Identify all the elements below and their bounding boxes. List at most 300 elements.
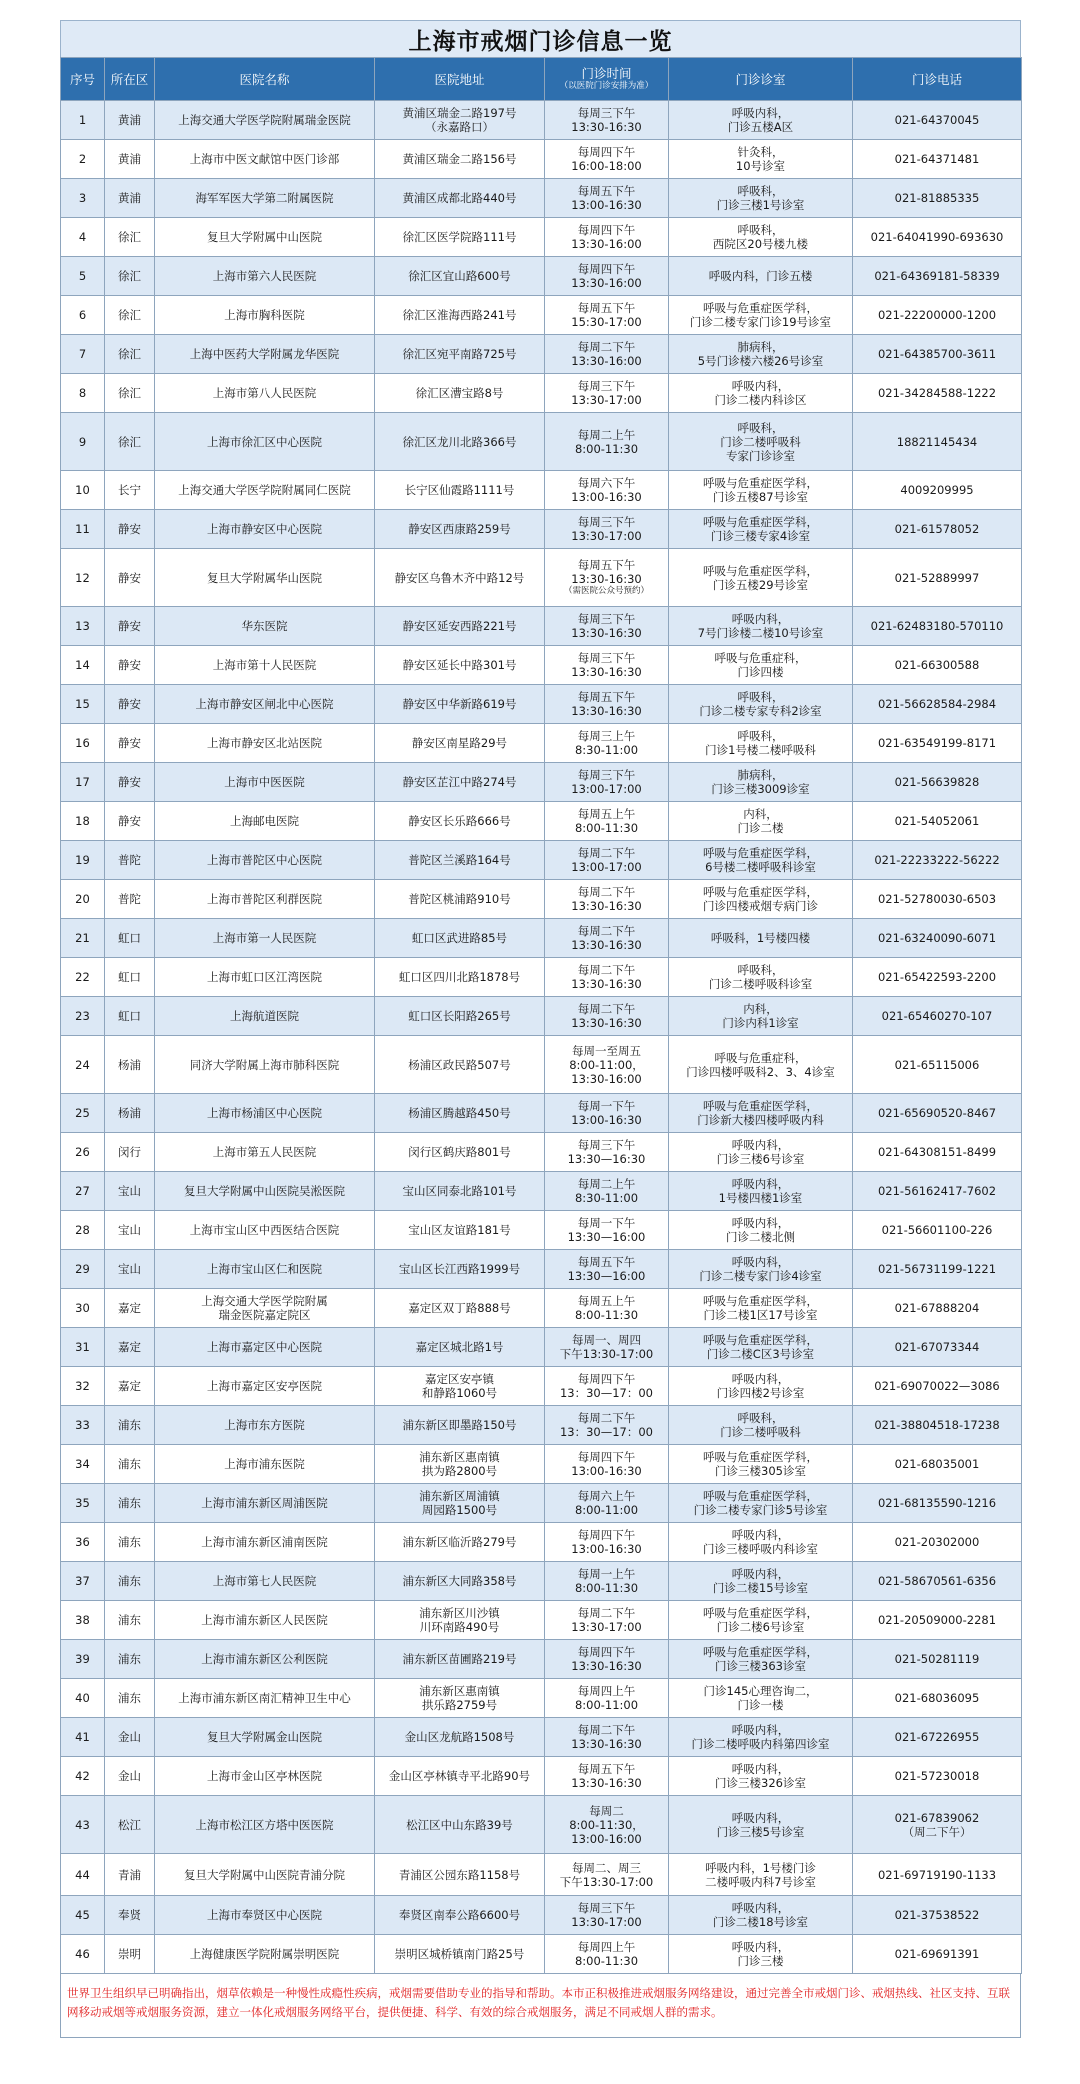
cell-time (545, 1796, 669, 1854)
cell-time (545, 880, 669, 919)
table-row (61, 880, 1022, 919)
cell-dept: 呼吸与危重症医学科， 门诊五楼29号诊室 (669, 549, 853, 607)
cell-time (545, 1094, 669, 1133)
cell-district: 金山 (105, 1757, 155, 1796)
cell-time-value: 每周二下午 13:30-16:30 (571, 963, 642, 991)
cell-time-value: 每周一、周四 下午13:30-17:00 (559, 1333, 654, 1361)
cell-time (545, 1757, 669, 1796)
cell-time (545, 685, 669, 724)
cell-district: 浦东 (105, 1523, 155, 1562)
cell-no: 21 (61, 919, 105, 958)
cell-time-value: 每周三上午 8:30-11:00 (574, 729, 639, 757)
cell-hospital: 海军军医大学第二附属医院 (155, 179, 375, 218)
cell-phone: 021-20509000-2281 (853, 1601, 1022, 1640)
cell-dept: 呼吸科， 门诊三楼1号诊室 (669, 179, 853, 218)
cell-address: 徐汇区龙川北路366号 (375, 413, 545, 471)
table-row (61, 1484, 1022, 1523)
cell-dept: 呼吸内科， 门诊五楼A区 (669, 101, 853, 140)
cell-hospital: 上海市中医医院 (155, 763, 375, 802)
cell-time-value: 每周三下午 13:30-16:30 (571, 106, 642, 134)
cell-hospital: 复旦大学附属金山医院 (155, 1718, 375, 1757)
cell-district: 浦东 (105, 1445, 155, 1484)
cell-district: 松江 (105, 1796, 155, 1854)
cell-time (545, 1211, 669, 1250)
table-row (61, 374, 1022, 413)
cell-phone: 021-64370045 (853, 101, 1022, 140)
cell-phone: 4009209995 (853, 471, 1022, 510)
cell-no: 20 (61, 880, 105, 919)
cell-time (545, 607, 669, 646)
cell-dept: 呼吸与危重症医学科， 门诊三楼专家4诊室 (669, 510, 853, 549)
cell-hospital: 复旦大学附属中山医院吴淞医院 (155, 1172, 375, 1211)
cell-district: 徐汇 (105, 218, 155, 257)
cell-no: 44 (61, 1854, 105, 1896)
cell-hospital: 上海市第七人民医院 (155, 1562, 375, 1601)
cell-address: 闵行区鹤庆路801号 (375, 1133, 545, 1172)
cell-time-value: 每周五下午 13:30-16:30 (571, 1762, 642, 1790)
table-row (61, 1406, 1022, 1445)
cell-address: 长宁区仙霞路1111号 (375, 471, 545, 510)
cell-time (545, 1640, 669, 1679)
cell-address: 黄浦区瑞金二路156号 (375, 140, 545, 179)
cell-time-value: 每周五下午 13:30-16:30 (571, 690, 642, 718)
cell-district: 崇明 (105, 1935, 155, 1974)
cell-dept: 呼吸与危重症医学科， 门诊二楼1区17号诊室 (669, 1289, 853, 1328)
cell-time-value: 每周三下午 13:30-17:00 (571, 515, 642, 543)
cell-time-value: 每周四下午 13:00-16:30 (571, 1450, 642, 1478)
cell-phone: 021-61578052 (853, 510, 1022, 549)
cell-address: 青浦区公园东路1158号 (375, 1854, 545, 1896)
cell-address: 金山区龙航路1508号 (375, 1718, 545, 1757)
cell-hospital: 上海市中医文献馆中医门诊部 (155, 140, 375, 179)
cell-time-value: 每周三下午 13:00-17:00 (571, 768, 642, 796)
cell-district: 嘉定 (105, 1328, 155, 1367)
cell-hospital: 上海市第五人民医院 (155, 1133, 375, 1172)
cell-dept: 呼吸科， 西院区20号楼九楼 (669, 218, 853, 257)
cell-district: 宝山 (105, 1211, 155, 1250)
cell-time-value: 每周二下午 13:30-16:30 (571, 885, 642, 913)
cell-dept: 呼吸与危重症医学科， 门诊二楼专家门诊19号诊室 (669, 296, 853, 335)
table-row (61, 646, 1022, 685)
cell-dept: 内科， 门诊内科1诊室 (669, 997, 853, 1036)
cell-phone: 021-68035001 (853, 1445, 1022, 1484)
cell-phone: 021-56601100-226 (853, 1211, 1022, 1250)
table-row (61, 335, 1022, 374)
cell-time-value: 每周二下午 13：30—17：00 (559, 1411, 654, 1439)
cell-no: 7 (61, 335, 105, 374)
cell-no: 40 (61, 1679, 105, 1718)
cell-address: 静安区中华新路619号 (375, 685, 545, 724)
cell-dept: 呼吸科， 门诊1号楼二楼呼吸科 (669, 724, 853, 763)
cell-address: 普陀区兰溪路164号 (375, 841, 545, 880)
cell-hospital: 同济大学附属上海市肺科医院 (155, 1036, 375, 1094)
cell-hospital: 上海市普陀区利群医院 (155, 880, 375, 919)
cell-dept: 呼吸科， 门诊二楼呼吸科诊室 (669, 958, 853, 997)
cell-time (545, 1523, 669, 1562)
cell-hospital: 上海市徐汇区中心医院 (155, 413, 375, 471)
cell-time (545, 1445, 669, 1484)
table-row (61, 1445, 1022, 1484)
cell-no: 41 (61, 1718, 105, 1757)
table-row (61, 724, 1022, 763)
cell-phone: 021-65460270-107 (853, 997, 1022, 1036)
cell-district: 黄浦 (105, 101, 155, 140)
cell-no: 22 (61, 958, 105, 997)
cell-phone: 021-64369181-58339 (853, 257, 1022, 296)
cell-time (545, 1896, 669, 1935)
table-row (61, 841, 1022, 880)
cell-dept: 呼吸内科， 门诊二楼呼吸内科第四诊室 (669, 1718, 853, 1757)
cell-no: 30 (61, 1289, 105, 1328)
table-row (61, 1640, 1022, 1679)
table-row (61, 802, 1022, 841)
cell-district: 徐汇 (105, 257, 155, 296)
cell-hospital: 上海健康医学院附属崇明医院 (155, 1935, 375, 1974)
cell-district: 青浦 (105, 1854, 155, 1896)
table-row (61, 1718, 1022, 1757)
cell-district: 徐汇 (105, 413, 155, 471)
cell-phone: 021-67073344 (853, 1328, 1022, 1367)
cell-phone: 021-52889997 (853, 549, 1022, 607)
cell-time-value: 每周三下午 13:30-16:30 (571, 651, 642, 679)
cell-hospital: 上海市浦东新区浦南医院 (155, 1523, 375, 1562)
cell-district: 虹口 (105, 997, 155, 1036)
cell-time-value: 每周五下午 13:30-16:30 (571, 558, 642, 586)
table-row (61, 1562, 1022, 1601)
cell-district: 静安 (105, 549, 155, 607)
cell-time-value: 每周二 8:00-11:30， 13:00-16:00 (569, 1803, 644, 1846)
cell-hospital: 上海交通大学医学院附属瑞金医院 (155, 101, 375, 140)
cell-address: 浦东新区临沂路279号 (375, 1523, 545, 1562)
cell-address: 黄浦区瑞金二路197号 （永嘉路口） (375, 101, 545, 140)
cell-no: 13 (61, 607, 105, 646)
cell-no: 15 (61, 685, 105, 724)
cell-phone: 021-38804518-17238 (853, 1406, 1022, 1445)
cell-no: 2 (61, 140, 105, 179)
cell-district: 宝山 (105, 1172, 155, 1211)
cell-time-value: 每周二、周三 下午13:30-17:00 (559, 1860, 654, 1889)
cell-time (545, 1367, 669, 1406)
cell-no: 8 (61, 374, 105, 413)
cell-phone: 021-81885335 (853, 179, 1022, 218)
cell-time (545, 1406, 669, 1445)
table-row (61, 471, 1022, 510)
cell-dept: 呼吸内科， 门诊二楼专家门诊4诊室 (669, 1250, 853, 1289)
cell-address: 宝山区友谊路181号 (375, 1211, 545, 1250)
cell-address: 嘉定区双丁路888号 (375, 1289, 545, 1328)
cell-no: 12 (61, 549, 105, 607)
cell-phone: 021-66300588 (853, 646, 1022, 685)
cell-district: 浦东 (105, 1640, 155, 1679)
cell-district: 静安 (105, 510, 155, 549)
table-row (61, 685, 1022, 724)
cell-hospital: 上海市浦东新区南汇精神卫生中心 (155, 1679, 375, 1718)
cell-hospital: 上海市宝山区仁和医院 (155, 1250, 375, 1289)
table-row (61, 763, 1022, 802)
cell-time (545, 1718, 669, 1757)
cell-district: 黄浦 (105, 179, 155, 218)
cell-time-value: 每周五下午 13:30—16:00 (567, 1255, 646, 1283)
cell-hospital: 上海市金山区亭林医院 (155, 1757, 375, 1796)
cell-time (545, 997, 669, 1036)
cell-no: 25 (61, 1094, 105, 1133)
cell-dept: 呼吸与危重症医学科， 门诊三楼305诊室 (669, 1445, 853, 1484)
cell-address: 徐汇区宜山路600号 (375, 257, 545, 296)
cell-phone: 021-56639828 (853, 763, 1022, 802)
cell-time (545, 1562, 669, 1601)
cell-phone: 021-58670561-6356 (853, 1562, 1022, 1601)
cell-hospital: 上海市普陀区中心医院 (155, 841, 375, 880)
cell-phone: 021-65115006 (853, 1036, 1022, 1094)
cell-district: 闵行 (105, 1133, 155, 1172)
cell-no: 33 (61, 1406, 105, 1445)
cell-time-value: 每周四下午 13:30-16:30 (571, 1645, 642, 1673)
cell-no: 32 (61, 1367, 105, 1406)
cell-hospital: 复旦大学附属中山医院 (155, 218, 375, 257)
cell-dept: 针灸科， 10号诊室 (669, 140, 853, 179)
cell-time-value: 每周三下午 13:30-16:30 (571, 612, 642, 640)
cell-time-value: 每周二上午 8:30-11:00 (574, 1177, 639, 1205)
cell-hospital: 华东医院 (155, 607, 375, 646)
cell-no: 27 (61, 1172, 105, 1211)
cell-time (545, 724, 669, 763)
table-row (61, 1250, 1022, 1289)
cell-address: 浦东新区大同路358号 (375, 1562, 545, 1601)
cell-time-value: 每周五上午 8:00-11:30 (574, 807, 639, 835)
cell-time-value: 每周六下午 13:00-16:30 (571, 476, 642, 504)
cell-no: 36 (61, 1523, 105, 1562)
cell-phone: 021-63240090-6071 (853, 919, 1022, 958)
cell-dept: 呼吸科，1号楼四楼 (669, 919, 853, 958)
cell-time-value: 每周五下午 13:00-16:30 (571, 184, 642, 212)
cell-hospital: 上海市静安区中心医院 (155, 510, 375, 549)
cell-no: 34 (61, 1445, 105, 1484)
cell-no: 17 (61, 763, 105, 802)
cell-phone: 021-69691391 (853, 1935, 1022, 1974)
table-header (61, 58, 1022, 101)
cell-hospital: 上海市浦东新区周浦医院 (155, 1484, 375, 1523)
table-row (61, 1367, 1022, 1406)
cell-phone: 021-64385700-3611 (853, 335, 1022, 374)
table-row (61, 1036, 1022, 1094)
cell-time (545, 374, 669, 413)
cell-dept: 呼吸科， 门诊二楼专家专科2诊室 (669, 685, 853, 724)
cell-time (545, 1328, 669, 1367)
cell-dept: 呼吸内科， 门诊三楼呼吸内科诊室 (669, 1523, 853, 1562)
cell-district: 虹口 (105, 958, 155, 997)
cell-time (545, 1036, 669, 1094)
cell-time (545, 413, 669, 471)
cell-time-value: 每周四下午 13:30-16:00 (571, 223, 642, 251)
table-row (61, 1172, 1022, 1211)
cell-hospital: 上海市杨浦区中心医院 (155, 1094, 375, 1133)
cell-dept: 呼吸内科，1号楼门诊 二楼呼吸内科7号诊室 (669, 1854, 853, 1896)
cell-no: 42 (61, 1757, 105, 1796)
page-title: 上海市戒烟门诊信息一览 (408, 27, 673, 55)
table-row (61, 1523, 1022, 1562)
cell-time (545, 101, 669, 140)
cell-time-value: 每周三下午 13:30-17:00 (571, 379, 642, 407)
cell-phone: 021-56162417-7602 (853, 1172, 1022, 1211)
cell-time (545, 218, 669, 257)
cell-dept: 呼吸内科， 1号楼四楼1诊室 (669, 1172, 853, 1211)
cell-district: 静安 (105, 763, 155, 802)
cell-time-value: 每周五下午 15:30-17:00 (571, 301, 642, 329)
cell-dept: 呼吸内科， 门诊三楼5号诊室 (669, 1796, 853, 1854)
cell-address: 杨浦区腾越路450号 (375, 1094, 545, 1133)
header-time (545, 58, 669, 101)
cell-time-value: 每周四下午 13:00-16:30 (571, 1528, 642, 1556)
cell-no: 9 (61, 413, 105, 471)
cell-time (545, 1133, 669, 1172)
cell-no: 28 (61, 1211, 105, 1250)
cell-no: 26 (61, 1133, 105, 1172)
cell-address: 浦东新区苗圃路219号 (375, 1640, 545, 1679)
cell-address: 宝山区同泰北路101号 (375, 1172, 545, 1211)
cell-phone: 021-34284588-1222 (853, 374, 1022, 413)
table-row (61, 413, 1022, 471)
cell-time (545, 1289, 669, 1328)
cell-hospital: 上海市嘉定区安亭医院 (155, 1367, 375, 1406)
cell-district: 杨浦 (105, 1094, 155, 1133)
cell-time-value: 每周四下午 13：30—17：00 (559, 1372, 654, 1400)
cell-no: 4 (61, 218, 105, 257)
cell-phone: 021-64371481 (853, 140, 1022, 179)
cell-district: 静安 (105, 802, 155, 841)
cell-time (545, 802, 669, 841)
cell-phone: 021-62483180-570110 (853, 607, 1022, 646)
cell-phone: 021-52780030-6503 (853, 880, 1022, 919)
table-row (61, 1289, 1022, 1328)
cell-time-value: 每周四下午 16:00-18:00 (571, 145, 642, 173)
cell-no: 16 (61, 724, 105, 763)
cell-district: 浦东 (105, 1406, 155, 1445)
cell-address: 浦东新区周浦镇 周园路1500号 (375, 1484, 545, 1523)
cell-dept: 呼吸与危重症医学科， 门诊五楼87号诊室 (669, 471, 853, 510)
cell-time-value: 每周四上午 8:00-11:30 (574, 1940, 639, 1968)
cell-no: 45 (61, 1896, 105, 1935)
cell-hospital: 上海市浦东新区公利医院 (155, 1640, 375, 1679)
cell-dept: 呼吸与危重症医学科， 门诊二楼6号诊室 (669, 1601, 853, 1640)
cell-district: 静安 (105, 685, 155, 724)
cell-phone: 021-67226955 (853, 1718, 1022, 1757)
cell-time (545, 763, 669, 802)
table-row (61, 1757, 1022, 1796)
cell-phone: 021-50281119 (853, 1640, 1022, 1679)
cell-phone: 021-64308151-8499 (853, 1133, 1022, 1172)
table-row (61, 1094, 1022, 1133)
header-hospital: 医院名称 (155, 58, 375, 101)
cell-dept: 呼吸内科， 门诊二楼15号诊室 (669, 1562, 853, 1601)
cell-time (545, 510, 669, 549)
cell-dept: 呼吸与危重症医学科， 门诊三楼363诊室 (669, 1640, 853, 1679)
cell-time (545, 1679, 669, 1718)
cell-hospital: 上海市胸科医院 (155, 296, 375, 335)
cell-dept: 呼吸内科，门诊五楼 (669, 257, 853, 296)
cell-phone: 021-65690520-8467 (853, 1094, 1022, 1133)
cell-time (545, 296, 669, 335)
cell-district: 静安 (105, 607, 155, 646)
cell-district: 浦东 (105, 1562, 155, 1601)
table-row (61, 101, 1022, 140)
cell-time (545, 1172, 669, 1211)
cell-address: 静安区延长中路301号 (375, 646, 545, 685)
cell-district: 浦东 (105, 1484, 155, 1523)
table-row (61, 997, 1022, 1036)
cell-address: 徐汇区医学院路111号 (375, 218, 545, 257)
cell-time-value: 每周四下午 13:30-16:00 (571, 262, 642, 290)
cell-hospital: 上海市嘉定区中心医院 (155, 1328, 375, 1367)
cell-address: 虹口区四川北路1878号 (375, 958, 545, 997)
cell-no: 18 (61, 802, 105, 841)
cell-dept: 呼吸内科， 门诊四楼2号诊室 (669, 1367, 853, 1406)
cell-hospital: 上海中医药大学附属龙华医院 (155, 335, 375, 374)
cell-no: 10 (61, 471, 105, 510)
cell-phone: 021-56628584-2984 (853, 685, 1022, 724)
cell-dept: 呼吸与危重症医学科， 6号楼二楼呼吸科诊室 (669, 841, 853, 880)
cell-district: 黄浦 (105, 140, 155, 179)
cell-phone: 021-64041990-693630 (853, 218, 1022, 257)
cell-time (545, 179, 669, 218)
title-bar (60, 20, 1021, 57)
cell-time (545, 1935, 669, 1974)
table-row (61, 296, 1022, 335)
cell-no: 43 (61, 1796, 105, 1854)
cell-address: 松江区中山东路39号 (375, 1796, 545, 1854)
table-row (61, 1796, 1022, 1854)
cell-time-value: 每周二下午 13:30-16:00 (571, 340, 642, 368)
table-row (61, 179, 1022, 218)
table-row (61, 1935, 1022, 1974)
cell-phone: 021-67888204 (853, 1289, 1022, 1328)
cell-district: 徐汇 (105, 296, 155, 335)
table-row (61, 919, 1022, 958)
cell-phone: 021-69719190-1133 (853, 1854, 1022, 1896)
cell-address: 浦东新区惠南镇 拱乐路2759号 (375, 1679, 545, 1718)
cell-time-value: 每周二上午 8:00-11:30 (574, 427, 639, 456)
cell-address: 崇明区城桥镇南门路25号 (375, 1935, 545, 1974)
cell-address: 静安区长乐路666号 (375, 802, 545, 841)
cell-time-value: 每周二下午 13:00-17:00 (571, 846, 642, 874)
cell-district: 金山 (105, 1718, 155, 1757)
cell-time (545, 1601, 669, 1640)
cell-dept: 门诊145心理咨询二， 门诊一楼 (669, 1679, 853, 1718)
cell-district: 静安 (105, 724, 155, 763)
cell-address: 嘉定区城北路1号 (375, 1328, 545, 1367)
cell-hospital: 上海市浦东医院 (155, 1445, 375, 1484)
cell-dept: 呼吸与危重症医学科， 门诊二楼专家门诊5号诊室 (669, 1484, 853, 1523)
cell-no: 39 (61, 1640, 105, 1679)
cell-district: 静安 (105, 646, 155, 685)
cell-address: 浦东新区川沙镇 川环南路490号 (375, 1601, 545, 1640)
cell-hospital: 复旦大学附属华山医院 (155, 549, 375, 607)
table-row (61, 140, 1022, 179)
header-dept: 门诊诊室 (669, 58, 853, 101)
cell-dept: 内科， 门诊二楼 (669, 802, 853, 841)
table-row (61, 1896, 1022, 1935)
cell-address: 浦东新区即墨路150号 (375, 1406, 545, 1445)
cell-hospital: 上海市宝山区中西医结合医院 (155, 1211, 375, 1250)
cell-no: 38 (61, 1601, 105, 1640)
cell-time-value: 每周二下午 13:30-16:30 (571, 924, 642, 952)
cell-hospital: 上海市静安区闸北中心医院 (155, 685, 375, 724)
cell-address: 黄浦区成都北路440号 (375, 179, 545, 218)
cell-time (545, 646, 669, 685)
cell-hospital: 上海市浦东新区人民医院 (155, 1601, 375, 1640)
cell-time-value: 每周二下午 13:30-16:30 (571, 1723, 642, 1751)
cell-address: 静安区西康路259号 (375, 510, 545, 549)
cell-hospital: 上海市虹口区江湾医院 (155, 958, 375, 997)
